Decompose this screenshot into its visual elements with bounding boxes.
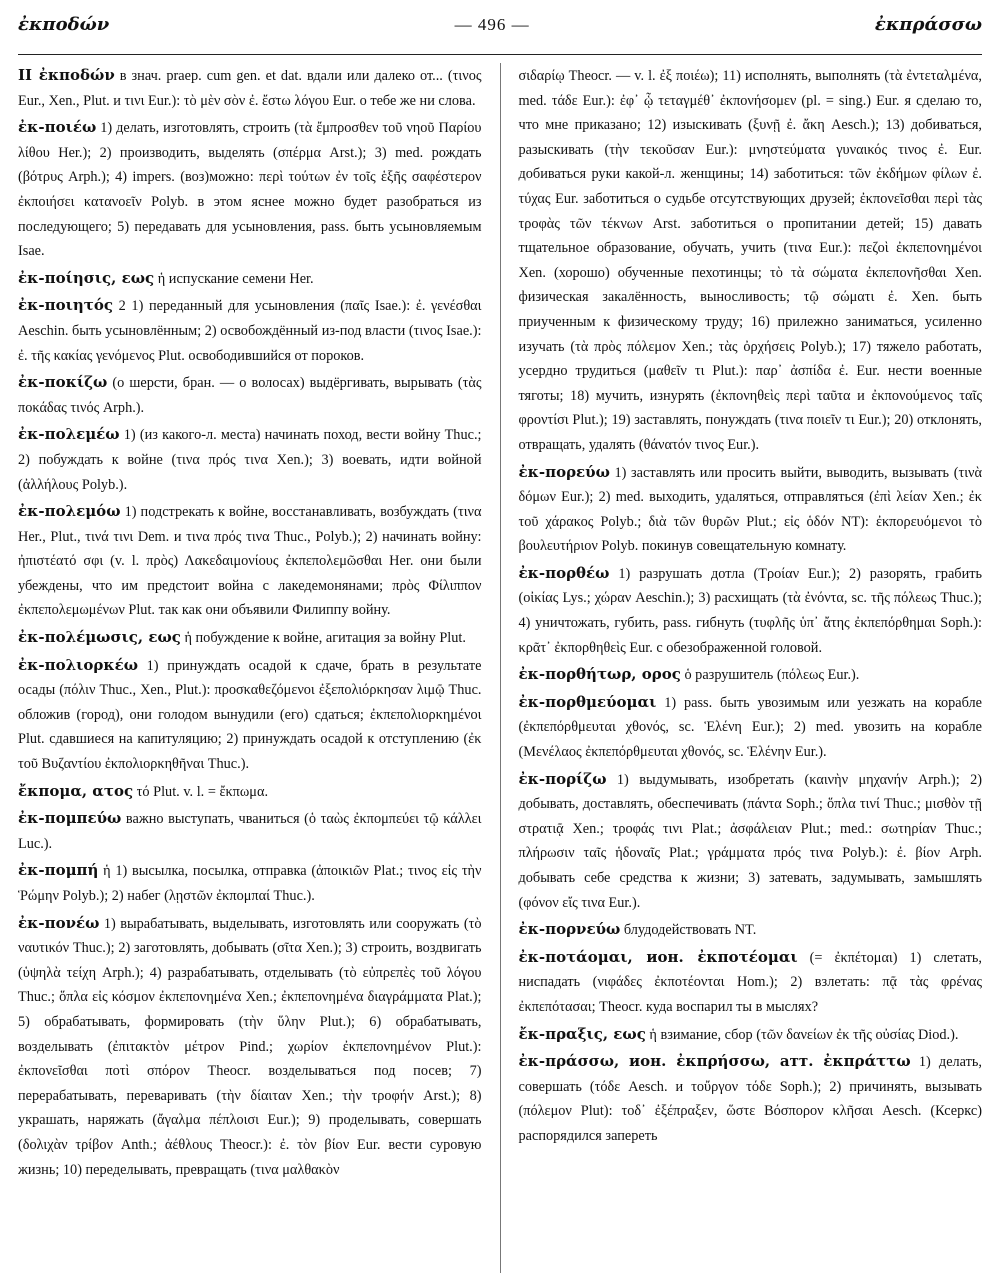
entry-definition: 1) делать, совершать (τόδε Aesch. и τοὔργον τόδε Soph.); 2) причинять, вызывать (πόλεμον Plut): τοδ᾽ ἐξέπραξεν, ὥστε Βόσπορον κλῆσαι Aesch. (Ксеркс) распорядился запереть: [518, 1054, 982, 1144]
entry-headword: ἐκ-πολεμέω: [18, 425, 120, 444]
entry-headword: ἐκ-πορεύω: [518, 462, 610, 481]
dictionary-entry: [519, 1049, 983, 1148]
entry-definition: ἡ взимание, сбор (τῶν δανείων ἐκ τῆς οὐσίας Diod.).: [645, 1026, 959, 1043]
entry-definition: 1) выдумывать, изобретать (καινὴν μηχανήν Arph.); 2) добывать, доставлять, обеспечивать (πάντα Soph.; ὅπλα τινί Thuc.; μισθὸν τῇ στρατιᾷ Xen.; τροφάς τινι Plat.; ἀσφάλειαν Plut.; med.: σωτηρίαν Thuc.; πλήρωσιν ταῖς ἡδοναῖς Plat.; γράμματα πρός τινα Polyb.): ἐ. βίον Arph. добывать себе средства к жизни; 3) затевать, задумывать, замышлять (φόνον εἴς τινα Eur.).: [518, 771, 982, 911]
dictionary-entry: [18, 625, 482, 651]
entry-definition: ἡ 1) высылка, посылка, отправка (ἀποικιῶν Plat.; τινος εἰς τὴν Ῥώμην Polyb.); 2) набег (λῃστῶν ἐκπομπαί Thuc.).: [18, 863, 482, 904]
dictionary-entry: [18, 63, 482, 113]
dictionary-entry: [18, 266, 482, 292]
entry-headword: ἐκ-πράσσω, ион. ἐκπρήσσω, атт. ἐκπράττω: [518, 1052, 911, 1071]
entry-definition: 1) разрушать дотла (Τροίαν Eur.); 2) разорять, грабить (οἰκίας Lys.; χώραν Aeschin.); 3) расхищать (τὰ ἐνόντα, sc. τῆς πόλεως Thuc.); 4) уничтожать, губить, pass. гибнуть (τυφλῆς ὑπ᾽ ἄτης ἐκπεπόρθημαι Soph.): κρᾶτ᾽ ἐκπορθηθεὶς Eur. с обезображенной головой.: [518, 565, 982, 656]
dictionary-entry: [18, 499, 482, 623]
dictionary-entry: [519, 767, 983, 916]
left-column: [18, 63, 482, 1273]
dictionary-entry: [18, 911, 482, 1183]
dictionary-entry: [18, 858, 482, 908]
dictionary-entry: [18, 293, 482, 368]
entry-headword: ἔκ-πραξις, εως: [518, 1024, 646, 1043]
entry-definition: 1) pass. быть увозимым или уезжать на корабле (ἐκπεπόρθμευται χθονός, sc. Ἑλένη Eur.); 2) med. увозить на корабле (Μενέλαος ἐκπεπόρθμευται χθονός, sc. Ἑλένην Eur.).: [518, 694, 982, 761]
entry-headword: ἐκ-πορθμεύομαι: [518, 692, 657, 711]
entry-definition: 1) принуждать осадой к сдаче, брать в результате осады (πόλιν Thuc., Xen., Plut.): προσκαθεζόμενοι ἐξεπολιόρκησαν λιμῷ Thuc. обложив (город), они голодом вынудили (его) сдаться; ἐκπεπολιορκημένοι Plut. сдавшиеся на капитуляцию; 2) принуждать осадой к отступлению (ἐκ τοῦ Βυζαντίου ἐκπολιορκηθῆναι Thuc.).: [18, 657, 482, 773]
entry-definition: (о шерсти, бран. — о волосах) выдёргивать, вырывать (τὰς ποκάδας τινός Arph.).: [18, 375, 482, 416]
dictionary-entry: [519, 561, 983, 660]
dictionary-entry: [519, 1022, 983, 1048]
entry-headword: ἐκ-πορθέω: [518, 563, 610, 582]
left-catchword: ἐκποδών: [18, 14, 110, 35]
dictionary-entry: [18, 806, 482, 856]
entry-headword: ἐκ-πομπεύω: [18, 809, 122, 828]
entry-definition: 2 1) переданный для усыновления (παῖς Isae.): ἐ. γενέσθαι Aeschin. быть усыновлённым; 2) освобождённый из-под власти (τινος Isae.): ἐ. τῆς κακίας γενόμενος Plut. освободившийся от пороков.: [18, 298, 482, 364]
dictionary-entry: [18, 653, 482, 777]
entry-headword: ἐκ-πολέμωσις, εως: [18, 628, 181, 647]
entry-definition: 1) заставлять или просить выйти, выводить, вызывать (τινὰ δόμων Eur.); 2) med. выходить, удаляться, отправляться (ἐπὶ λείαν Xen.; ἐκ τοῦ χάρακος Polyb.; διὰ τῶν θυρῶν Plut.; εἰς ὁδόν NT): ἐκπορευόμενοι τὸ βουλευτήριον Polyb. покинув совещательную комнату.: [518, 464, 982, 555]
entry-headword: ἐκ-πολιορκέω: [18, 655, 138, 674]
entry-definition: τό Plut. v. l. = ἔκπωμα.: [133, 783, 269, 800]
entry-definition: ἡ испускание семени Her.: [154, 270, 314, 287]
entry-headword: ἐκ-ποιητός: [18, 296, 113, 315]
entry-definition: блудодействовать NT.: [620, 922, 757, 939]
entry-headword: ἐκ-ποτάομαι, ион. ἐκποτέομαι: [518, 947, 798, 966]
dictionary-entry: [519, 945, 983, 1020]
entry-headword: ἐκ-πορίζω: [518, 769, 607, 788]
dictionary-entry: [18, 779, 482, 805]
entry-definition: (= ἐκπέτομαι) 1) слетать, ниспадать (νιφάδες ἐκποτέονται Hom.); 2) взлетать: πᾷ τὰς φρένας ἐκπεπότασαι; Theocr. куда воспарил ты в мыслях?: [518, 949, 982, 1015]
dictionary-entry: [519, 662, 983, 688]
right-catchword: ἐκπράσσω: [874, 14, 982, 35]
entry-headword: ἐκ-πορθήτωρ, ορος: [518, 665, 681, 684]
entry-definition: 1) подстрекать к войне, восстанавливать, возбуждать (τινα Her., Plut., τινά τινι Dem. и τινα πρός τινα Thuc., Polyb.); 2) начинать войну: ἠπιστέατό σφι (v. l. πρὸς) Λακεδαιμονίους ἐκπεπολεμῶσθαι Her. они были убеждены, что им предстоит война с лакедемонянами; πρὸς Φίλιππον ἐκπεπολεμωμένων Plut. так как они объявили Филиппу войну.: [18, 504, 482, 619]
entry-definition: ὁ разрушитель (πόλεως Eur.).: [680, 667, 860, 684]
dictionary-entry: [18, 115, 482, 264]
entry-definition: σιδαρίῳ Theocr. — v. l. ἐξ ποιέω); 11) исполнять, выполнять (τὰ ἐντεταλμένα, med. τάδε Eur.): ἐφ᾽ ᾧ τεταγμέθ᾽ ἐκπονήσομεν (pl. = sing.) Eur. я сделаю то, что мне приказано; 12) изыскивать (ξυνῇ ἐ. ἄκη Aesch.); 13) добиваться, разыскивать (τὴν τεκοῦσαν Eur.): μνηστεύματα γυναικός τινος ἐ. Eur. добиваться руки какой-л. женщины; 14) заботиться: τῶν ἐκδήμων φίλων ἐ. τύχας Eur. заботиться о судьбе отсутствующих друзей; ἐκπονεῖσθαι περὶ τὰς τροφὰς τῶν τέκνων Arst. заботиться о пропитании детей; 15) давать тщательное образование, обучать, учить (τινα Eur.): πεζοὶ ἐκπεπονημένοι Xen. (хорошо) обученные пехотинцы; τὸ τὰ σώματα ἐκπεπονῆσθαι Xen. физическая закалённость, выносливость; τῷ σώματι ἐ. Xen. быть приученным к физическому труду; 16) прилежно заниматься, усиленно изучать (τὰ πρὸς πόλεμον Xen.; τὰς ὀρχήσεις Polyb.); 17) тяжело работать, усердно трудиться (μαθεῖν τι Plut.): παρ᾽ ἀσπίδα ἐ. Eur. нести военные тяготы; 18) мучить, изнурять (ἐκπονηθεὶς περὶ ταῦτα и ἐκπονούμενος ταῖς φροντίσι Plut.); 19) заставлять, понуждать (τινα ποιεῖν τι Eur.); 20) отклонять, отвращать, удалять (θάνατόν τινος Eur.).: [518, 68, 982, 453]
right-column: [500, 63, 983, 1273]
page-number: — 496 —: [454, 15, 530, 34]
entry-definition: 1) вырабатывать, выделывать, изготовлять или сооружать (τὸ ναυτικόν Thuc.); 2) заготовлять, добывать (σῖτα Xen.); 3) строить, воздвигать (ὑψηλὰ τείχη Arph.); 4) разрабатывать, отделывать (τὸ εὐπρεπὲς τοῦ λόγου Thuc.; ὅπλα εἰς κόσμον ἐκπεπονημένα Xen.; ἐκπεπονημένα διαγράμματα Plat.); 5) обрабатывать, формировать (τὴν ὕλην Plut.); 6) обрабатывать, возделывать (ἐπιτακτὸν μέτρον Pind.; χωρίον ἐκπεπονημένον Plut.): ἐκπονεῖσθαι ποτὶ σπόρον Theocr. возделываться под посев; 7) перерабатывать, переваривать (τὴν δίαιταν Xen.; τὴν τροφήν Arst.); 8) украшать, наряжать (ἄγαλμα πέπλοισι Eur.); 9) проделывать, совершать (δολιχὰν τρίβον Anth.; ἀέθλους Theocr.): ἐ. τὸν βίον Eur. вести суровую жизнь; 10) переделывать, превращать (τινα μαλθακὸν: [18, 915, 482, 1178]
dictionary-entry: [519, 690, 983, 765]
header-rule: [18, 54, 982, 55]
entry-headword: ἔκπομα, ατος: [18, 781, 134, 800]
dictionary-entry: [519, 63, 983, 458]
dictionary-entry: [519, 917, 983, 943]
dictionary-entry: [18, 370, 482, 420]
entry-headword: ἐκ-ποιέω: [18, 118, 97, 137]
entry-definition: 1) делать, изготовлять, строить (τὰ ἔμπροσθεν τοῦ νηοῦ Παρίου λίθου Her.); 2) производить, выделять (σπέρμα Arst.); 3) med. рождать (βότρυς Arph.); 4) impers. (воз)можно: περὶ τούτων ἐν τοῖς ἑξῆς σαφέστερον ἐκποιήσει κατανοεῖν Polyb. в этом яснее можно будет разобраться из последующего; 5) передавать для усыновления, pass. быть усыновляемым Isae.: [18, 120, 482, 260]
entry-definition: важно выступать, чваниться (ὁ ταὼς ἐκπομπεύει τῷ κάλλει Luc.).: [18, 811, 482, 852]
running-head: [18, 14, 982, 48]
entry-headword: ἐκ-πομπή: [18, 861, 99, 880]
entry-headword: ἐκ-ποκίζω: [18, 373, 108, 392]
entry-definition: ἡ побуждение к войне, агитация за войну Plut.: [180, 630, 466, 647]
dictionary-entry: [519, 460, 983, 559]
entry-headword: ἐκ-ποίησις, εως: [18, 268, 155, 287]
entry-definition: в знач. praep. cum gen. et dat. вдали или далеко от... (τινος Eur., Xen., Plut. и τινι Eur.): τὸ μὲν σὸν ἐ. ἔστω λόγου Eur. о тебе же ни слова.: [18, 68, 482, 109]
entry-headword: II ἐκποδών: [18, 66, 115, 84]
entry-headword: ἐκ-πονέω: [18, 913, 100, 932]
entry-headword: ἐκ-πολεμόω: [18, 502, 121, 521]
columns: [18, 63, 982, 1273]
entry-definition: 1) (из какого-л. места) начинать поход, вести войну Thuc.; 2) побуждать к войне (τινα πρός τινα Xen.); 3) воевать, идти войной (ἀλλήλους Polyb.).: [18, 427, 482, 493]
entry-headword: ἐκ-πορνεύω: [518, 920, 621, 939]
dictionary-entry: [18, 422, 482, 497]
